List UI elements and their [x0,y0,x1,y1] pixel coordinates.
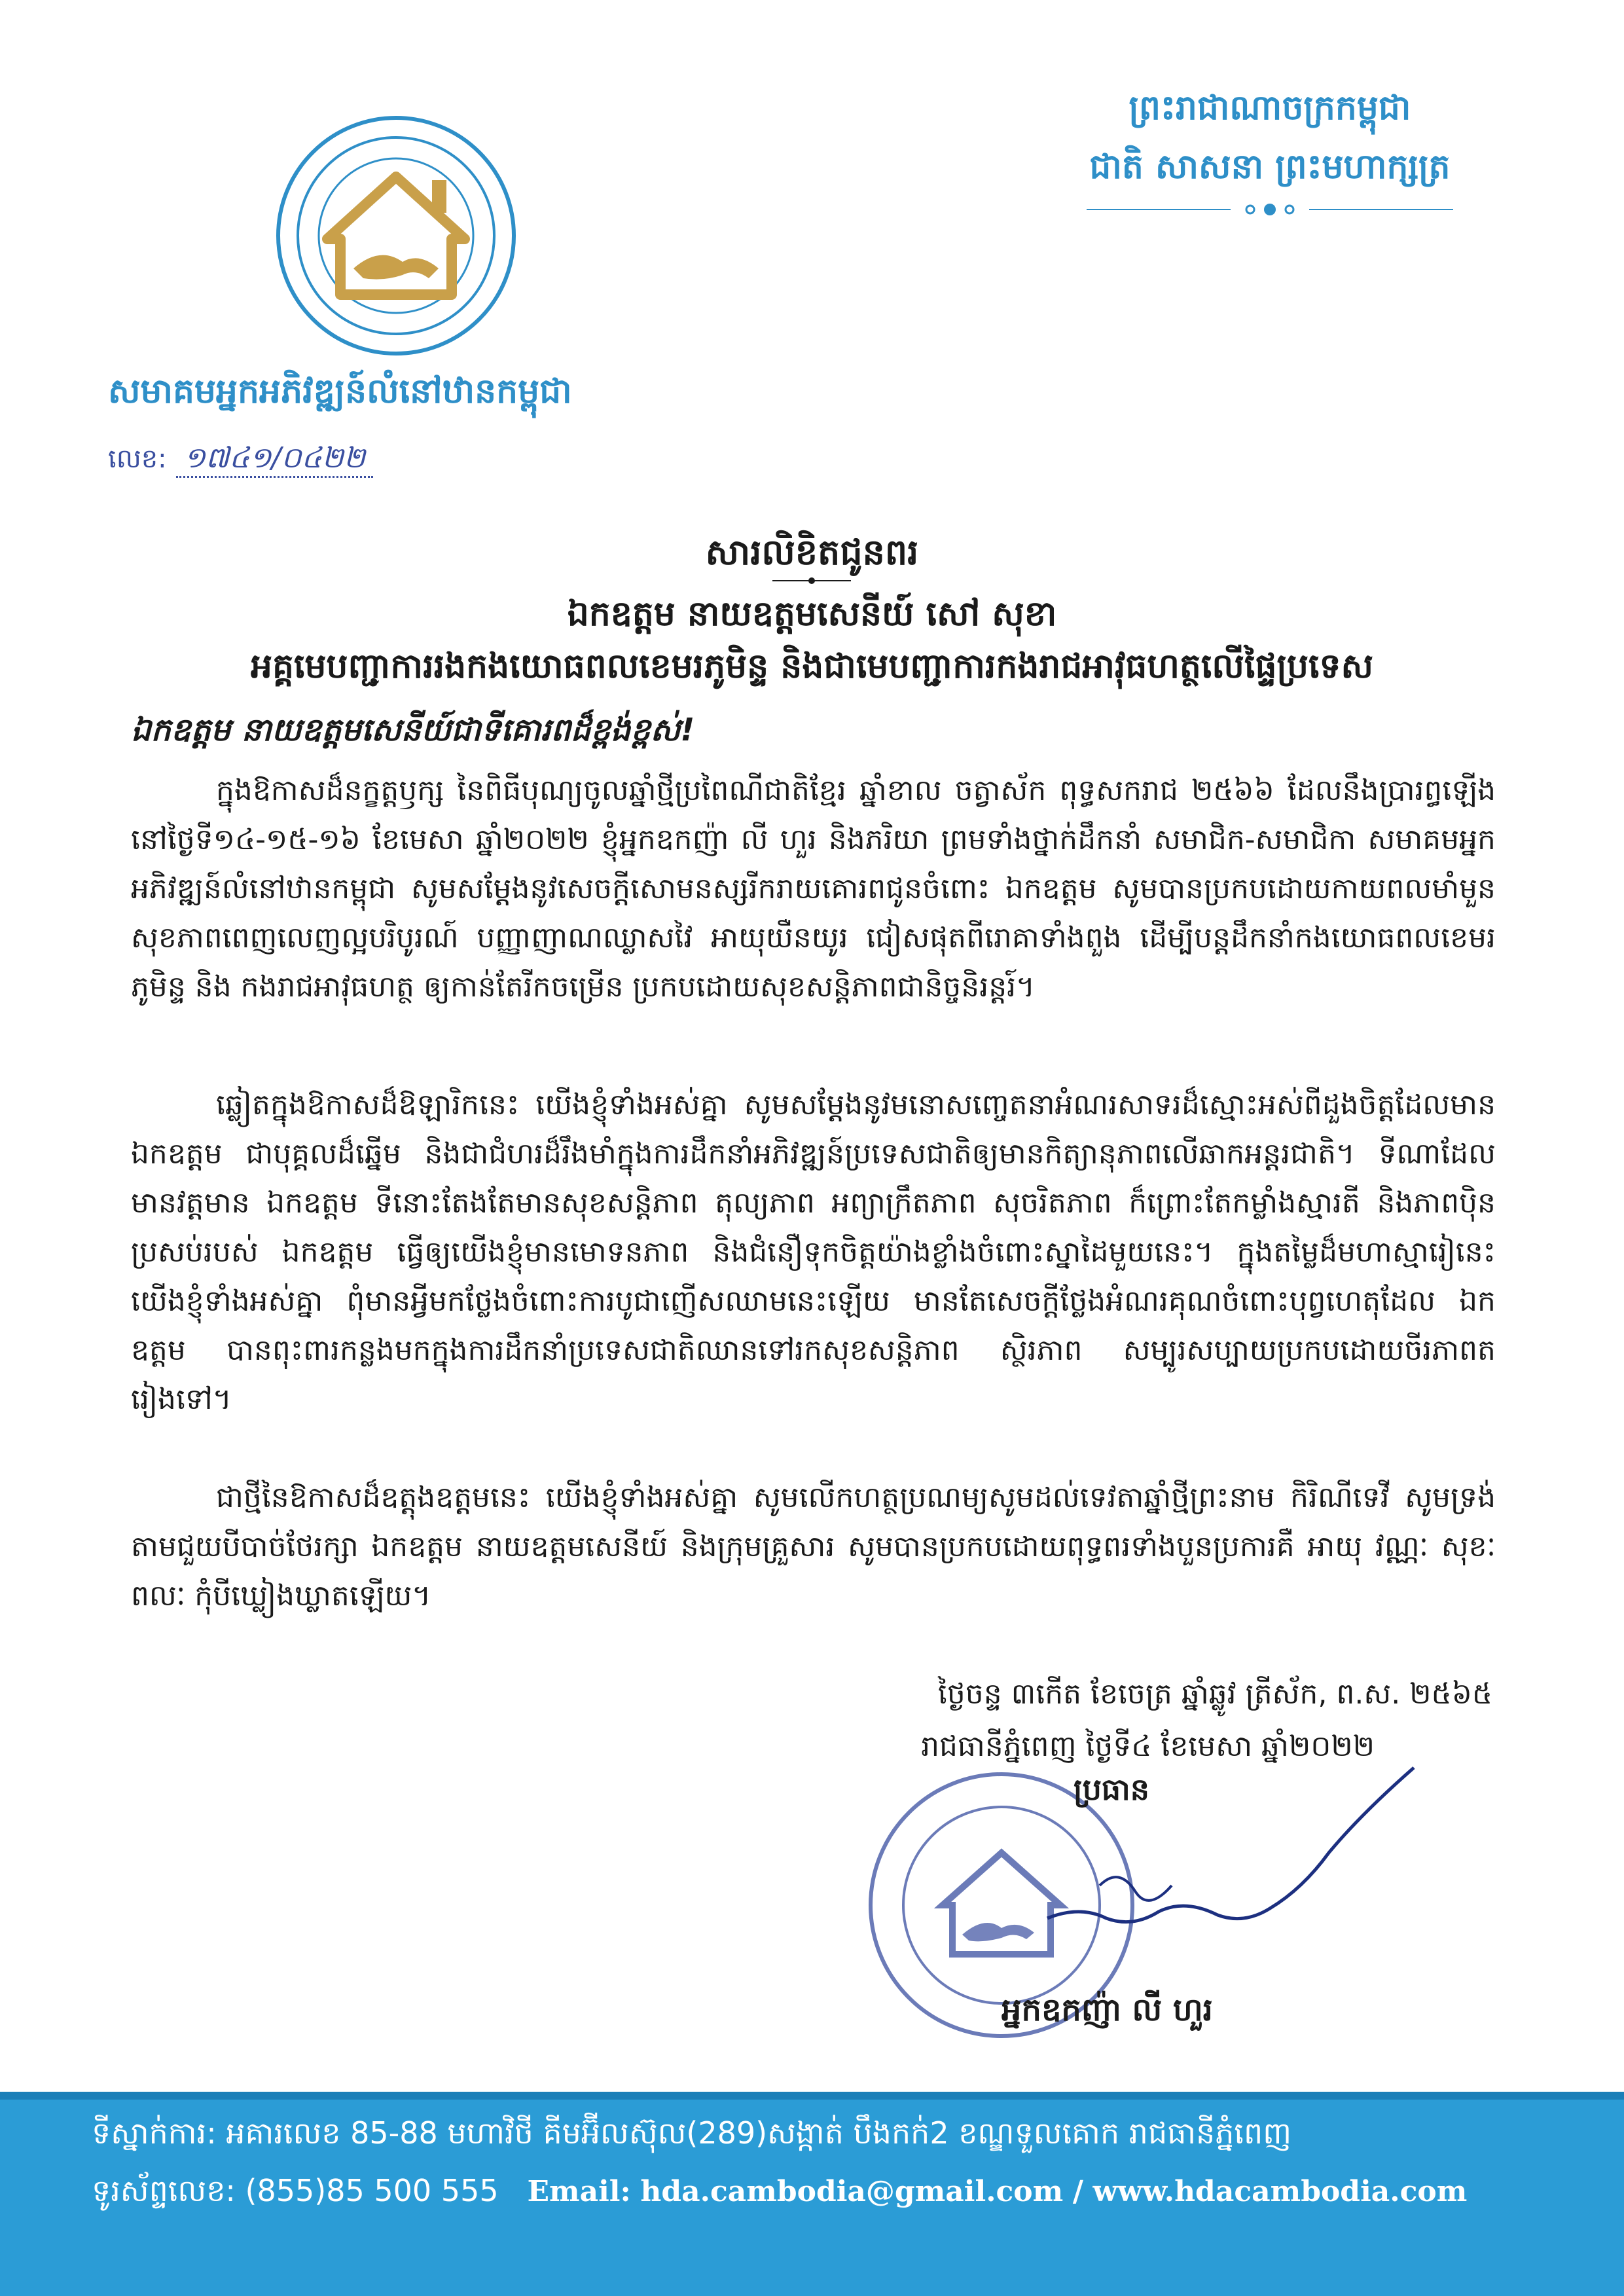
organization-name: សមាគមអ្នកអភិវឌ្ឍន៍លំនៅឋានកម្ពុជា [108,372,572,411]
signer-title: ប្រធាន [1074,1772,1149,1807]
recipient-title: អគ្គមេបញ្ជាការរងកងយោធពលខេមរភូមិន្ទ និងជាមេបញ្ជាការកងរាជអាវុធហត្ថលើផ្ទៃប្រទេស [251,647,1373,686]
body-paragraph-2: ឆ្លៀតក្នុងឱកាសដ៏ឱឡារិកនេះ យើងខ្ញុំទាំងអស់គ្នា សូមសម្តែងនូវមនោសញ្ចេតនាអំណរសាទរដ៏ស្មោះអស់ពីដួងចិត្តដែលមាន ឯកឧត្តម ជាបុគ្គលដ៏ឆ្នើម និងជាជំហរដ៏រឹងមាំក្នុងការដឹកនាំអភិវឌ្ឍន៍ប្រទេសជាតិឲ្យមានកិត្យានុភាពលើឆាកអន្តរជាតិ។ ទីណាដែលមានវត្តមាន ឯកឧត្តម ទីនោះតែងតែមានសុខសន្តិភាព តុល្យភាព អព្យាក្រឹតភាព សុចរិតភាព ក៏ព្រោះតែកម្លាំងស្មារតី និងភាពប៉ិនប្រសប់របស់ ឯកឧត្តម ធ្វើឲ្យយើងខ្ញុំមានមោទនភាព និងជំនឿទុកចិត្តយ៉ាងខ្លាំងចំពោះស្នាដៃមួយនេះ។ ក្នុងតម្លៃដ៏មហាស្មារៀនេះ យើងខ្ញុំទាំងអស់គ្នា ពុំមានអ្វីមកថ្លែងចំពោះការបូជាញើសឈាមនេះឡើយ មានតែសេចក្តីថ្លែងអំណរគុណចំពោះបុព្វហេតុដែល ឯកឧត្តម បានពុះពារកន្លងមកក្នុងការដឹកនាំប្រទេសជាតិឈានទៅរកសុខសន្តិភាព ស្ថិរភាព សម្បូរសប្បាយប្រកបដោយចីរភាពតរៀងទៅ។ [131,1088,1496,1416]
body-paragraph-3: ជាថ្មីនៃឱកាសដ៏ឧត្តុងឧត្តមនេះ យើងខ្ញុំទាំងអស់គ្នា សូមលើកហត្ថប្រណម្យសូមដល់ទេវតាឆ្នាំថ្មីព្រះនាម កិរិណីទេវី សូមទ្រង់តាមជួយបីបាច់ថែរក្សា ឯកឧត្តម នាយឧត្តមសេនីយ៍ និងក្រុមគ្រួសារ សូមបានប្រកបដោយពុទ្ធពរទាំងបួនប្រការគឺ អាយុ វណ្ណៈ សុខៈ ពលៈ កុំបីឃ្លៀងឃ្លាតឡើយ។ [131,1481,1496,1613]
title-ornament [772,576,851,585]
phone-label: ទូរស័ព្ទលេខ: [92,2173,236,2208]
body-paragraph-1: ក្នុងឱកាសដ៏នក្ខត្តឫក្ស នៃពិធីបុណ្យចូលឆ្នាំថ្មីប្រពៃណីជាតិខ្មែរ ឆ្នាំខាល ចត្វាស័ក ពុទ្ធសករាជ ២៥៦៦ ដែលនឹងប្រារព្ធឡើងនៅថ្ងៃទី១៤-១៥-១៦ ខែមេសា ឆ្នាំ២០២២ ខ្ញុំអ្នកឧកញ៉ា លី ហួរ និងភរិយា ព្រមទាំងថ្នាក់ដឹកនាំ សមាជិក-សមាជិកា សមាគមអ្នកអភិវឌ្ឍន៍លំនៅឋានកម្ពុជា សូមសម្តែងនូវសេចក្តីសោមនស្សរីករាយគោរពជូនចំពោះ ឯកឧត្តម សូមបានប្រកបដោយកាយពលមាំមួន សុខភាពពេញលេញល្អបរិបូរណ៍ បញ្ញាញាណឈ្លាសវៃ អាយុយឺនយូរ ជៀសផុតពីរោគាទាំងពួង ដើម្បីបន្តដឹកនាំកងយោធពលខេមរភូមិន្ទ និង កងរាជអាវុធហត្ថ ឲ្យកាន់តែរីកចម្រើន ប្រកបដោយសុខសន្តិភាពជានិច្ចនិរន្តរ៍។ [131,774,1496,1004]
footer-separator: / [1072,2175,1083,2208]
footer-accent-bar [0,2092,1624,2100]
salutation: ឯកឧត្តម នាយឧត្តមសេនីយ៍ជាទីគោរពដ៏ខ្ពង់ខ្ពស់! [131,712,695,748]
signature [1021,1755,1440,1964]
solar-date: រាជធានីភ្នំពេញ ថ្ងៃទី៤ ខែមេសា ឆ្នាំ២០២២ [921,1730,1375,1763]
signer-name: អ្នកឧកញ៉ា លី ហួរ [1001,1992,1213,2028]
reference-label: លេខ: [108,444,167,474]
national-motto: ជាតិ សាសនា ព្រះមហាក្សត្រ [1089,147,1451,187]
kingdom-motto [1041,79,1499,196]
kingdom-name: ព្រះរាជាណាចក្រកម្ពុជា [1128,88,1411,128]
document-title: សារលិខិតជូនពរ [705,532,919,573]
reference-value: ១៧៤១/០៤២២ [176,441,374,478]
reference-number [108,440,373,482]
ornament-divider [1080,200,1460,219]
organization-logo [275,115,517,357]
lunar-date: ថ្ងៃចន្ទ ៣កើត ខែចេត្រ ឆ្នាំឆ្លូវ ត្រីស័ក, ព.ស. ២៥៦៥ [937,1677,1492,1711]
email-link[interactable]: hda.cambodia@gmail.com [640,2175,1064,2208]
footer-address: ទីស្នាក់ការ: អគារលេខ 85-88 មហាវិថី គីមអ៊ីលស៊ុល(289)សង្កាត់ បឹងកក់2 ខណ្ឌទួលគោក រាជធានីភ្នំពេញ [92,2115,1291,2151]
phone-number: (855)85 500 555 [245,2173,499,2208]
recipient-name: ឯកឧត្តម នាយឧត្តមសេនីយ៍ សៅ សុខា [567,594,1057,634]
email-label: Email: [527,2175,631,2208]
footer-contact [92,2172,1467,2216]
website-link[interactable]: www.hdacambodia.com [1092,2175,1468,2208]
